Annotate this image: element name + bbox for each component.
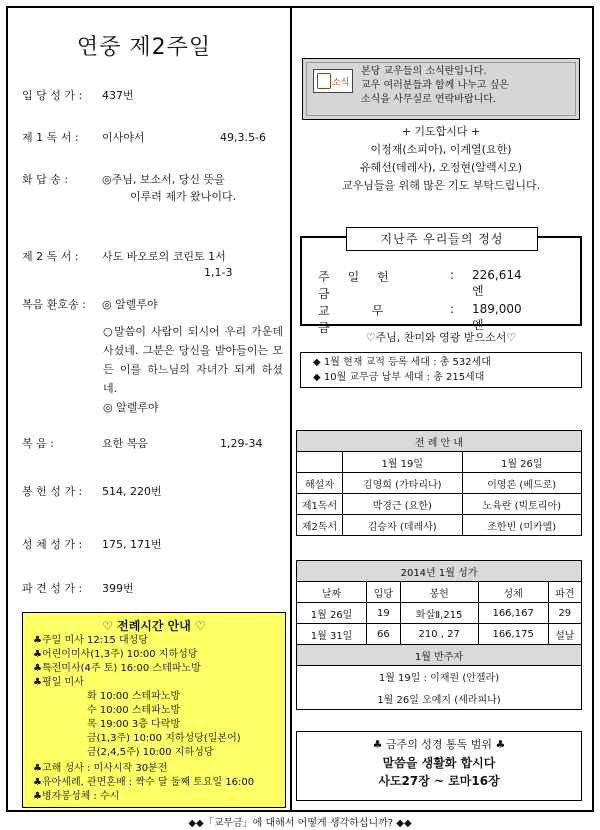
alleluia-label: 복음 환호송 :: [22, 298, 86, 311]
table-header: 성체: [478, 582, 548, 603]
table-cell: 박경근 (요한): [343, 494, 463, 515]
first-reading-value: 이사야서: [102, 131, 145, 144]
liturgy-title: 전 례 안 내: [297, 431, 582, 452]
prayer-line: 유혜선(데레사), 오정현(알렉시오): [359, 161, 523, 174]
second-reading-label: 제 2 독 서 :: [22, 250, 79, 263]
news-logo: [313, 69, 353, 93]
gospel-value: 요한 복음: [102, 437, 149, 450]
recessional-value: 399번: [102, 582, 134, 595]
table-cell: 이영론 (베드로): [462, 473, 582, 494]
table-header: 1월 19일: [343, 452, 463, 473]
first-reading-ref: 49,3.5-6: [220, 131, 266, 144]
dues-value: 189,000엔: [472, 302, 522, 332]
psalm-label: 화 답 송 :: [22, 173, 69, 186]
communion-label: 성 체 성 가 :: [22, 538, 83, 551]
gospel-label: 복 음 :: [22, 437, 54, 450]
dues-label: 교무금: [318, 304, 426, 335]
colon: :: [450, 302, 455, 316]
sunday-collection-label: 주일헌금: [318, 270, 407, 301]
news-icon: [317, 73, 331, 89]
table-cell: 19: [367, 603, 400, 624]
table-cell: 166,175: [478, 624, 548, 645]
psalm-line1: ◎주님, 보소서, 당신 뜻을: [102, 173, 225, 186]
schedule-line: ♣병자봉성체 : 수시: [33, 791, 120, 802]
table-cell: 설날: [548, 624, 582, 645]
schedule-line: ♣유아세례, 관면혼배 : 짝수 달 둘째 토요일 16:00: [33, 777, 255, 788]
census-line: ◆ 10월 교무금 납부 세대 : 총 215세대: [313, 372, 485, 383]
table-cell: 166,167: [478, 603, 548, 624]
table-row: [297, 494, 582, 515]
table-cell: 29: [548, 603, 582, 624]
table-cell: 66: [367, 624, 400, 645]
colon: :: [450, 268, 455, 282]
column-divider: [290, 6, 292, 812]
prayer-line: 교우님들을 위해 많은 기도 부탁드립니다.: [341, 179, 541, 192]
census-box: [300, 352, 582, 388]
page-title: 연중 제2주일: [76, 35, 212, 60]
table-header: 날짜: [297, 582, 367, 603]
parish-news-box: [302, 58, 580, 120]
table-cell: [297, 452, 343, 473]
schedule-line: 목 19:00 3층 다락방: [87, 719, 181, 730]
schedule-line: 화 10:00 스테파노방: [87, 691, 181, 702]
alleluia-verse: ○말씀이 사람이 되시어 우리 가운데 사셨네. 그분은 당신을 받아들이는 모든 이를 하느님의 자녀가 되게 하셨네.: [103, 325, 283, 395]
table-cell: 제1독서: [297, 494, 343, 515]
gospel-ref: 1,29-34: [220, 437, 263, 450]
table-row: [297, 515, 582, 536]
schedule-line: 금(2,4,5주) 10:00 지하성당: [87, 747, 214, 758]
hymn-table-title: 2014년 1월 성가: [297, 561, 582, 582]
entrance-hymn-value: 437번: [102, 89, 134, 102]
table-cell: 1월 26일: [297, 603, 367, 624]
news-logo-text: 소식: [332, 78, 350, 88]
table-header: 1월 26일: [462, 452, 582, 473]
offering-box: [300, 232, 582, 335]
schedule-line: ♣어린이미사(1,3주) 10:00 지하성당: [33, 649, 198, 660]
accompanist-title: 1월 반주자: [297, 645, 582, 666]
table-cell: 1월 31일: [297, 624, 367, 645]
recessional-label: 파 견 성 가 :: [22, 582, 83, 595]
table-cell: 210 , 27: [400, 624, 478, 645]
table-header: 파견: [548, 582, 582, 603]
liturgy-table: [296, 430, 582, 536]
second-reading-value: 사도 바오로의 코린토 1서: [102, 250, 226, 263]
table-cell: 조한빈 (미카엘): [462, 515, 582, 536]
schedule-line: 금(1,3주) 10:00 지하성당(일본어): [87, 733, 241, 744]
table-cell: 제2독서: [297, 515, 343, 536]
offertory-label: 봉 헌 성 가 :: [22, 485, 83, 498]
prayer-line: 이정재(소피아), 이계열(요한): [370, 143, 512, 156]
bible-reading-slogan: 말씀을 생활화 합시다: [382, 756, 496, 770]
offering-title: 지난주 우리들의 정성: [346, 227, 538, 251]
table-cell: 노육란 (빅토리아): [462, 494, 582, 515]
communion-value: 175, 171번: [102, 538, 162, 551]
second-reading-ref: 1,1-3: [204, 266, 233, 279]
bible-reading-title: ♣ 금주의 성경 통독 범위 ♣: [372, 738, 506, 751]
entrance-hymn-label: 입 당 성 가 :: [22, 89, 83, 102]
table-cell: 김영희 (가타리나): [343, 473, 463, 494]
schedule-line: ♣특전미사(4주 토) 16:00 스테파노방: [33, 663, 201, 674]
alleluia-end: ◎ 알렐루야: [103, 401, 159, 414]
alleluia-value: ◎ 알렐루야: [102, 298, 158, 311]
first-reading-label: 제 1 독 서 :: [22, 131, 79, 144]
mass-schedule-box: [22, 612, 286, 808]
schedule-line: ♣평일 미사: [33, 677, 84, 688]
table-row: [297, 603, 582, 624]
table-row: [297, 624, 582, 645]
census-line: ◆ 1월 현재 교적 등록 세대 : 총 532세대: [313, 357, 491, 368]
table-cell: 김승자 (데레사): [343, 515, 463, 536]
table-cell: 해설자: [297, 473, 343, 494]
news-line: 교우 여러분들과 함께 나누고 싶은: [361, 80, 509, 91]
schedule-line: 수 10:00 스테파노방: [87, 705, 181, 716]
table-cell: 화살Ⅱ,215: [400, 603, 478, 624]
sunday-collection-value: 226,614엔: [472, 268, 522, 298]
footer-question: ◆◆「교무금」에 대해서 어떻게 생각하십니까? ◆◆: [188, 818, 412, 829]
schedule-line: ♣고해 성사 : 미사시작 30분전: [33, 763, 168, 774]
accompanist-line: 1월 26일 오예지 (세라피나): [297, 688, 582, 710]
prayer-heading: + 기도합시다 +: [401, 125, 481, 138]
table-header: 봉헌: [400, 582, 478, 603]
table-row: [297, 473, 582, 494]
news-line: 소식을 사무실로 연락바랍니다.: [361, 94, 497, 105]
offering-blessing: ♡주님, 찬미와 영광 받으소서♡: [365, 331, 517, 344]
offertory-value: 514, 220번: [102, 485, 162, 498]
table-header: 입당: [367, 582, 400, 603]
psalm-line2: 이루려 제가 왔나이다.: [130, 190, 237, 203]
hymn-table: [296, 560, 582, 710]
news-text: [361, 65, 571, 107]
mass-schedule-title: ♡ 전례시간 안내 ♡: [102, 619, 206, 633]
accompanist-line: 1월 19일 : 이재원 (안젤라): [297, 666, 582, 688]
bible-reading-box: [296, 731, 582, 801]
schedule-line: ♣주일 미사 12:15 대성당: [33, 635, 148, 646]
news-line: 본당 교우들의 소식란입니다.: [361, 66, 487, 77]
bible-reading-range: 사도27장 ~ 로마16장: [378, 774, 500, 788]
